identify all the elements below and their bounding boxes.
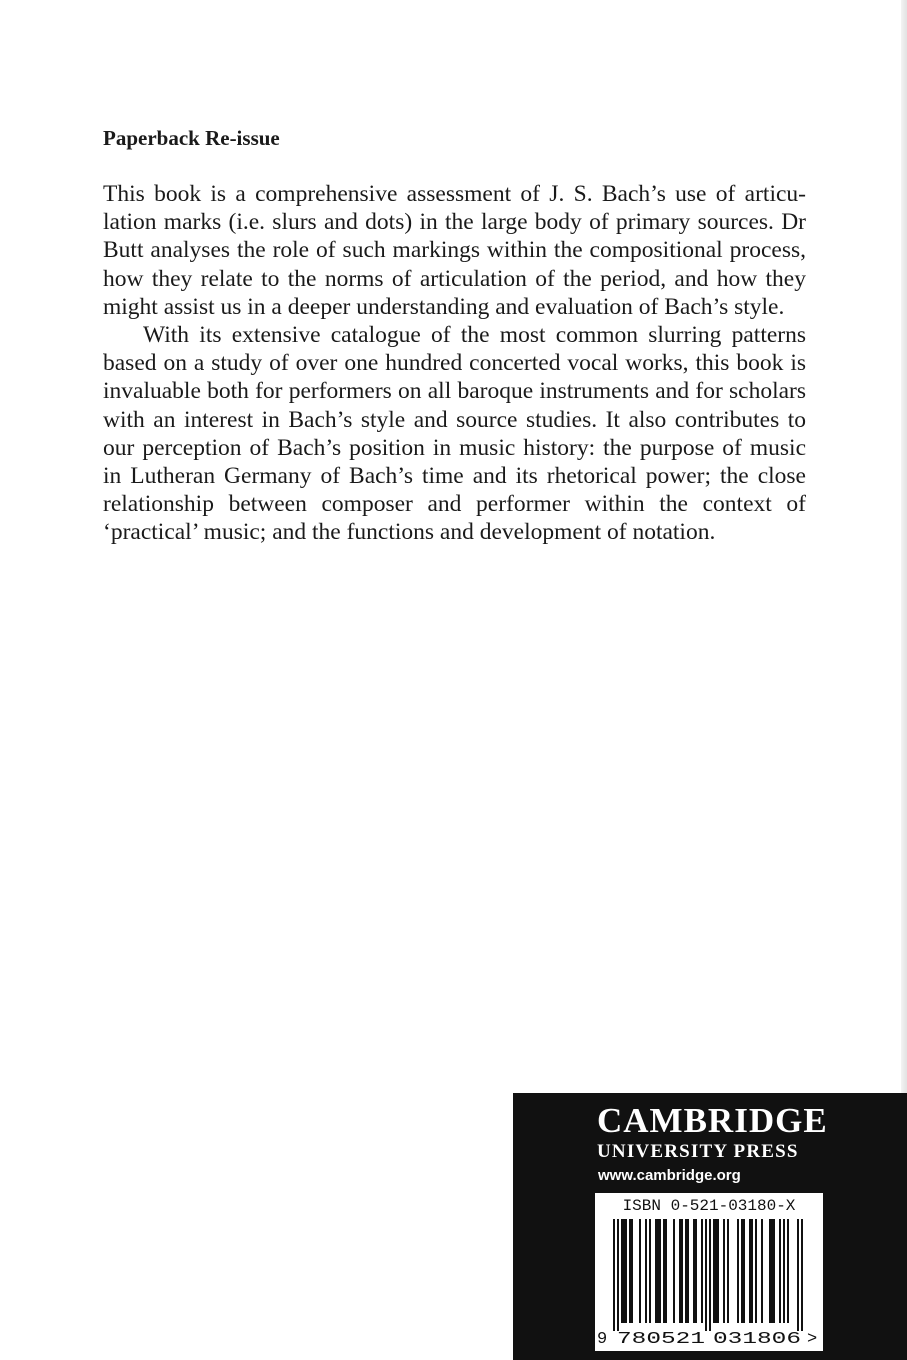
publisher-logo: [597, 1103, 828, 1163]
barcode-bar: [783, 1219, 785, 1323]
barcode-bar: [693, 1219, 695, 1323]
barcode-panel: [595, 1193, 823, 1351]
barcode-bar: [663, 1219, 665, 1323]
cover-heading: Paperback Re-issue: [103, 126, 280, 150]
barcode-bar: [713, 1219, 715, 1323]
barcode-bar: [769, 1219, 771, 1323]
barcode-bar: [717, 1219, 719, 1323]
barcode-bar: [737, 1219, 739, 1323]
barcode-bar: [625, 1219, 627, 1323]
barcode-bar: [679, 1219, 681, 1323]
barcode-bar: [631, 1219, 633, 1323]
publisher-subtitle: UNIVERSITY PRESS: [597, 1141, 799, 1162]
barcode-prefix-digit: 9: [597, 1330, 608, 1349]
barcode-bar: [657, 1219, 659, 1323]
barcode-bar: [787, 1219, 789, 1323]
barcode-bar: [659, 1219, 661, 1323]
barcode-bar: [681, 1219, 683, 1323]
barcode-end-mark: >: [807, 1330, 818, 1349]
barcode-bar: [761, 1219, 763, 1323]
isbn-label: ISBN 0-521-03180-X: [622, 1197, 796, 1215]
barcode-bar: [645, 1219, 647, 1323]
barcode-bar: [773, 1219, 775, 1323]
barcode-bar: [727, 1219, 729, 1323]
blurb-paragraph-2: With its extensive catalogue of the most common slurring patterns based on a study of over one hundred concerted vocal works, this book is invaluable both for performers on all baroque instruments and for scholars with an interest in Bach’s style and source studies. It also contributes to our perception of Bach’s position in music history: the purpose of music in Lutheran Germany of Bach’s time and its rhetorical power; the close relationship between composer and performer within the context of ‘practical’ music; and the functions and development of notation.: [103, 322, 806, 546]
barcode-bar: [801, 1219, 803, 1331]
barcode-left-digits: 780521: [617, 1330, 705, 1349]
barcode-bar: [701, 1219, 703, 1323]
barcode-bar: [705, 1219, 707, 1331]
blurb: [103, 180, 806, 547]
barcode-bar: [613, 1219, 615, 1331]
barcode-bar: [743, 1219, 745, 1323]
barcode-bar: [629, 1219, 631, 1323]
barcode-bar: [741, 1219, 743, 1323]
barcode-bar: [751, 1219, 753, 1323]
barcode-bar: [649, 1219, 651, 1323]
barcode: [595, 1217, 823, 1349]
barcode-bar: [621, 1219, 623, 1323]
barcode-bar: [749, 1219, 751, 1323]
barcode-bar: [655, 1219, 657, 1323]
barcode-bar: [623, 1219, 625, 1323]
barcode-bar: [723, 1219, 725, 1323]
barcode-bar: [797, 1219, 799, 1331]
publisher-website: www.cambridge.org: [598, 1167, 741, 1184]
publisher-block: [513, 1093, 907, 1360]
barcode-bar: [665, 1219, 667, 1323]
barcode-bars: [613, 1219, 803, 1331]
blurb-paragraph-1: This book is a comprehensive assessment of J. S. Bach’s use of articu-lation marks (i.e. slurs and dots) in the large body of primary sources. Dr Butt analyses the role of such markings within the compositional process, how they relate to the norms of articulation of the period, and how they might assist us in a deeper understanding and evaluation of Bach’s style.: [103, 181, 806, 320]
barcode-bar: [755, 1219, 757, 1323]
barcode-bar: [715, 1219, 717, 1323]
barcode-bar: [771, 1219, 773, 1323]
barcode-bar: [779, 1219, 781, 1323]
barcode-bar: [687, 1219, 689, 1323]
barcode-bar: [709, 1219, 711, 1331]
barcode-bar: [695, 1219, 697, 1323]
barcode-right-digits: 031806: [713, 1330, 801, 1349]
barcode-bar: [617, 1219, 619, 1331]
barcode-bar: [639, 1219, 641, 1323]
barcode-bar: [673, 1219, 675, 1323]
barcode-bar: [685, 1219, 687, 1323]
publisher-name: CAMBRIDGE: [597, 1101, 828, 1140]
